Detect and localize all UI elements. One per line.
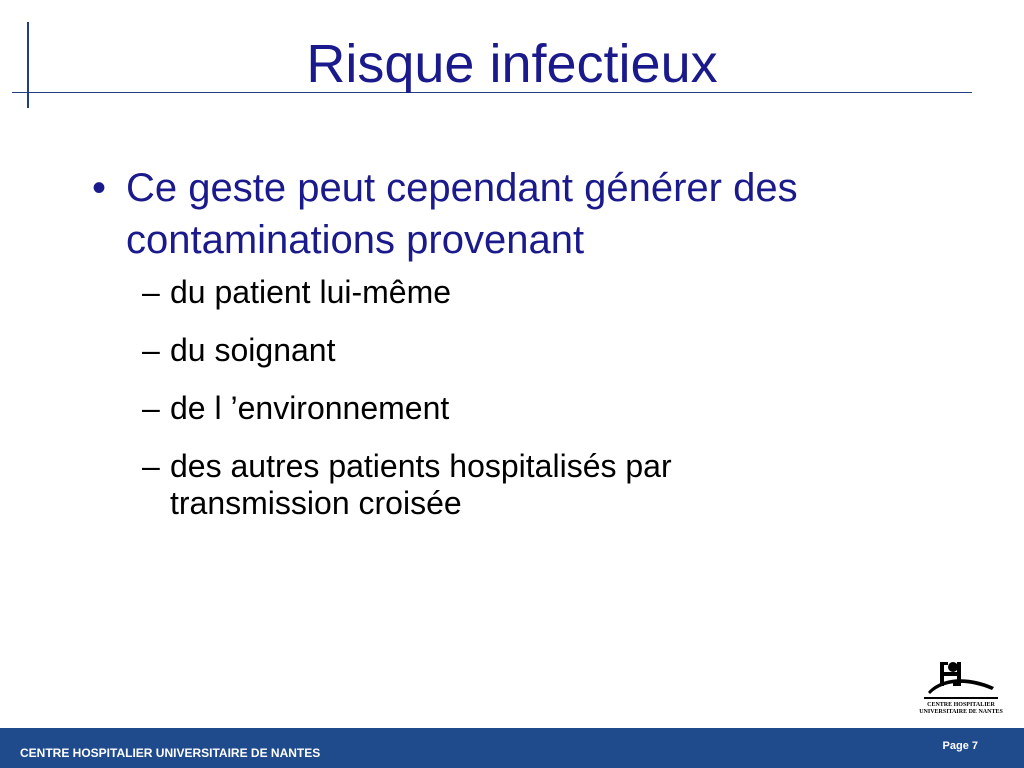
dash-marker: – bbox=[142, 332, 160, 368]
footer-institution: CENTRE HOSPITALIER UNIVERSITAIRE DE NANTES bbox=[20, 746, 321, 760]
sub-item-text-line-1: des autres patients hospitalisés par bbox=[170, 448, 672, 484]
slide-title: Risque infectieux bbox=[306, 34, 718, 94]
dash-marker: – bbox=[142, 390, 160, 426]
sub-item-text-line-2: transmission croisée bbox=[170, 485, 462, 521]
page-number: Page 7 bbox=[942, 740, 978, 752]
slide-body bbox=[92, 162, 932, 543]
logo-emblem-icon bbox=[916, 660, 1006, 702]
sub-item bbox=[142, 390, 932, 427]
sub-item bbox=[142, 332, 932, 369]
sub-item-text: du patient lui-même bbox=[170, 274, 452, 310]
sub-item bbox=[142, 448, 932, 522]
chu-nantes-logo bbox=[916, 660, 1006, 718]
dash-marker: – bbox=[142, 274, 160, 310]
logo-text-line-2: UNIVERSITAIRE DE NANTES bbox=[919, 709, 1003, 715]
footer-bar bbox=[0, 728, 1024, 768]
sub-item-text: de l ’environnement bbox=[170, 390, 450, 426]
dash-marker: – bbox=[142, 448, 160, 484]
bullet-marker: • bbox=[92, 166, 107, 210]
bullet-line-1: Ce geste peut cependant générer des bbox=[126, 166, 798, 210]
logo-text-line-1: CENTRE HOSPITALIER bbox=[927, 702, 995, 708]
bullet-item bbox=[92, 162, 932, 266]
sub-item bbox=[142, 274, 932, 311]
sub-item-text: du soignant bbox=[170, 332, 336, 368]
bullet-line-2: contaminations provenant bbox=[126, 218, 585, 262]
